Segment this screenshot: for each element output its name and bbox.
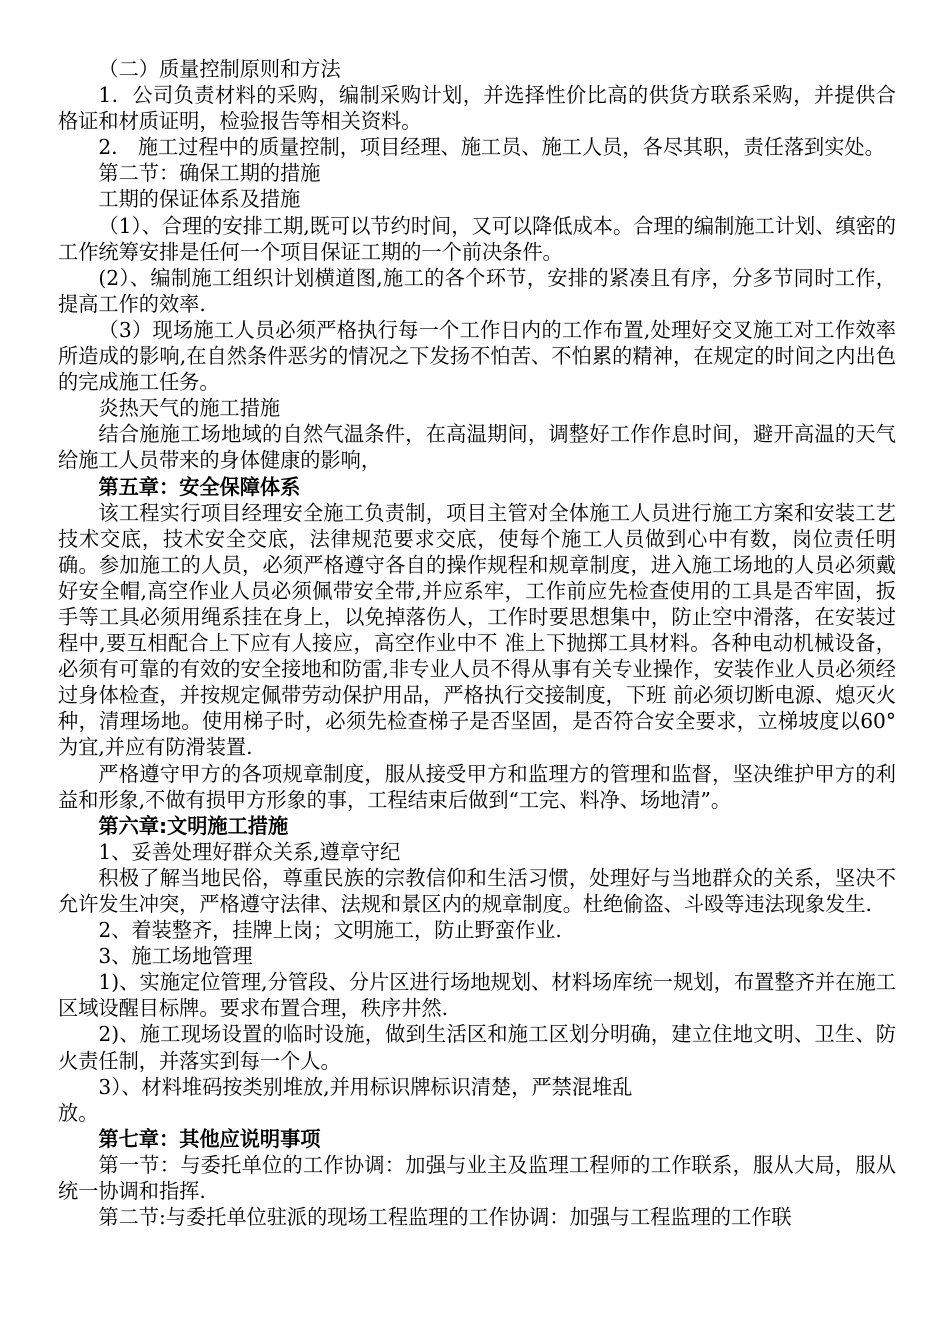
section-title: 工期的保证体系及措施 xyxy=(98,187,301,212)
paragraph: 1、妥善处理好群众关系,遵章守纪 xyxy=(98,839,401,864)
paragraph: 第二节:与委托单位驻派的现场工程监理的工作协调：加强与工程监理的工作联 xyxy=(98,1205,792,1230)
paragraph: 积极了解当地民俗，尊重民族的宗教信仰和生活习惯，处理好与当地群众的关系，坚决不允许发生冲突，严格遵守法律、法规和景区内的规章制度。杜绝偷盗、斗殴等违法现象发生. xyxy=(58,865,896,916)
section-title: 3、施工场地管理 xyxy=(98,944,253,969)
section-title: 第二节：确保工期的措施 xyxy=(98,161,321,186)
chapter-heading: 第七章：其他应说明事项 xyxy=(98,1126,321,1151)
paragraph: （3）现场施工人员必须严格执行每一个工作日内的工作布置,处理好交叉施工对工作效率所造成的影响,在自然条件恶劣的情况之下发扬不怕苦、不怕累的精神，在规定的时间之内出色的完成施工任务。 xyxy=(58,317,896,395)
chapter-heading: 第五章：安全保障体系 xyxy=(98,474,301,499)
paragraph: 严格遵守甲方的各项规章制度，服从接受甲方和监理方的管理和监督，坚决维护甲方的利益和形象,不做有损甲方形象的事，工程结束后做到“工完、料净、场地清”。 xyxy=(58,761,896,812)
paragraph: 2)、施工现场设置的临时设施，做到生活区和施工区划分明确，建立住地文明、卫生、防火责任制，并落实到每一个人。 xyxy=(58,1022,896,1073)
document-page xyxy=(58,56,896,1230)
section-title: （二）质量控制原则和方法 xyxy=(98,57,341,81)
paragraph: 2． 施工过程中的质量控制，项目经理、施工员、施工人员，各尽其职，责任落到实处。 xyxy=(98,135,885,160)
paragraph: 第一节：与委托单位的工作协调：加强与业主及监理工程师的工作联系，服从大局，服从统一协调和指挥. xyxy=(58,1152,896,1204)
paragraph: 1)、实施定位管理,分管段、分片区进行场地规划、材料场库统一规划，布置整齐并在施工区域设醒目标牌。要求布置合理，秩序井然. xyxy=(58,970,896,1021)
paragraph: 2、着装整齐，挂牌上岗；文明施工，防止野蛮作业. xyxy=(98,918,562,943)
paragraph: 该工程实行项目经理安全施工负责制，项目主管对全体施工人员进行施工方案和安装工艺技术交底，技术安全交底，法律规范要求交底，使每个施工人员做到心中有数，岗位责任明确。参加施工的人员，必须严格遵守各自的操作规程和规章制度，进入施工场地的人员必须戴好安全帽,高空作业人员必须佩带安全带,并应系牢，工作前应先检查使用的工具是否牢固，扳手等工具必须用绳系挂在身上，以免掉落伤人，工作时要思想集中，防止空中滑落，在安装过程中,要互相配合上下应有人接应，高空作业中不 准上下抛掷工具材料。各种电动机械设备，必须有可靠的有效的安全接地和防雷,非专业人员不得从事有关专业操作，安装作业人员必须经过身体检查，并按规定佩带劳动保护用品，严格执行交接制度，下班 前必须切断电源、熄灭火种，清理场地。使用梯子时，必须先检查梯子是否坚固，是否符合安全要求，立梯坡度以60°为宜,并应有防滑装置. xyxy=(58,500,896,760)
paragraph-continuation: 放。 xyxy=(58,1100,99,1125)
paragraph: 3）、材料堆码按类别堆放,并用标识牌标识清楚，严禁混堆乱 xyxy=(98,1074,633,1099)
paragraph: 1．公司负责材料的采购，编制采购计划，并选择性价比高的供货方联系采购，并提供合格证和材质证明，检验报告等相关资料。 xyxy=(58,83,896,134)
paragraph: (2）、编制施工组织计划横道图,施工的各个环节，安排的紧凑且有序，分多节同时工作，提高工作的效率. xyxy=(58,265,896,316)
chapter-heading: 第六章:文明施工措施 xyxy=(98,813,289,838)
paragraph: （1）、合理的安排工期,既可以节约时间，又可以降低成本。合理的编制施工计划、缜密的工作统筹安排是任何一个项目保证工期的一个前决条件。 xyxy=(58,213,896,264)
section-title: 炎热天气的施工措施 xyxy=(98,396,281,421)
paragraph: 结合施施工场地域的自然气温条件，在高温期间，调整好工作作息时间，避开高温的天气给施工人员带来的身体健康的影响， xyxy=(58,422,896,473)
